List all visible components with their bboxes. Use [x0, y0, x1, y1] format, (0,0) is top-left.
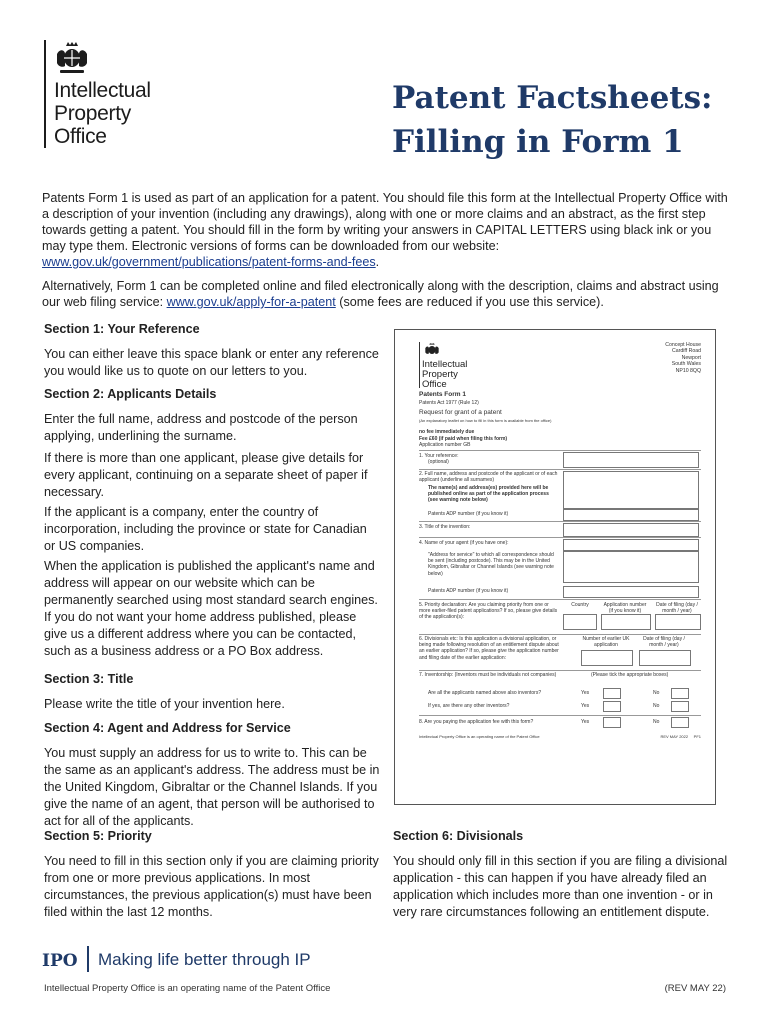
page-title — [392, 76, 713, 164]
section-5-heading: Section 5: Priority — [44, 829, 152, 843]
footer-tagline: Making life better through IP — [98, 950, 311, 969]
q7a-label: Are all the applicants named above also inventors? — [428, 690, 542, 696]
q7b-no-checkbox[interactable] — [671, 701, 689, 712]
q1-label: 1. Your reference: — [419, 453, 459, 459]
section-2-text-3: If the applicant is a company, enter the country of incorporation, including the province or state for Canadian or US companies. — [44, 505, 367, 553]
q4-note: "Address for service" to which all correspondence should be sent (including postcode). This may be in the United Kingdom, Gibraltar or Channel Islands (see warning note below) — [428, 552, 554, 577]
footer-ipo-logo: IPO — [42, 951, 78, 971]
q2-adp: Patents ADP number (if you know it) — [428, 511, 509, 517]
q5-col-date: Date of filing (day / month / year) — [656, 602, 698, 615]
footer-divider — [87, 946, 89, 972]
form-request-note: (An explanatory leaflet on how to fill in this form is available from the office) — [419, 418, 552, 423]
q5-number-box — [601, 614, 651, 630]
q8-yes-checkbox[interactable] — [603, 717, 621, 728]
q4-adp-box — [563, 586, 699, 598]
section-1-text: You can either leave this space blank or enter any reference you would like us to quote on our letters to you. — [44, 347, 379, 378]
mini-logo-text: Intellectual Property Office — [422, 359, 468, 390]
logo-divider — [44, 40, 46, 148]
section-3-heading: Section 3: Title — [44, 672, 134, 686]
q5-country-box — [563, 614, 597, 630]
form-rule — [419, 521, 701, 522]
section-2-text-1: Enter the full name, address and postcode of the person applying, underlining the surname. — [44, 412, 358, 443]
fee-line-2: Fee £60 (if paid when filing this form) — [419, 436, 508, 442]
form-footer-rev: REV MAY 2022 PF1 — [660, 734, 701, 739]
q5-col-country: Country — [571, 602, 589, 608]
form-rule — [419, 450, 701, 451]
q4-address-box — [563, 551, 699, 583]
title-line-2: Filling in Form 1 — [392, 124, 684, 160]
section-6-heading: Section 6: Divisionals — [393, 829, 524, 843]
q8-yes-label: Yes — [581, 719, 590, 725]
q7a-yes-checkbox[interactable] — [603, 688, 621, 699]
mini-logo-divider — [419, 342, 420, 388]
intro-paragraph-2: Alternatively, Form 1 can be completed online and filed electronically along with the description, claims and abstract using our web filing service: www.gov.uk/apply-for-a-patent (some fees are reduced if you use this service). — [42, 279, 719, 309]
section-1-heading: Section 1: Your Reference — [44, 322, 200, 336]
section-5-text: You need to fill in this section only if you are claiming priority from one or more previous applications. In most circumstances, the previous application(s) must have been filed within the last 12 months. — [44, 854, 379, 919]
ipo-logo-text — [54, 79, 151, 148]
q4-label: 4. Name of your agent (if you have one): — [419, 540, 509, 546]
q7-label: 7. Inventorship: (Inventors must be individuals not companies) — [419, 672, 557, 678]
section-4-text: You must supply an address for us to write to. This can be the same as an applicant's address. The address must be in the United Kingdom, Gibraltar or the Channel Islands. If you give the name of an agent, that person will be authorised to act for all of the applicants. — [44, 746, 380, 828]
form-rule — [419, 537, 701, 538]
q6-col-date: Date of filing (day / month / year) — [643, 636, 685, 649]
section-2-text-2: If there is more than one applicant, please give details for every applicant, continuing on a separate sheet of paper if necessary. — [44, 451, 368, 499]
form-rule — [419, 715, 701, 716]
q2-box — [563, 471, 699, 509]
form-act: Patents Act 1977 (Rule 12) — [419, 400, 479, 406]
q7a-no-label: No — [653, 690, 660, 696]
q5-col-number: Application number (if you know it) — [603, 602, 647, 615]
form-rule — [419, 670, 701, 671]
fee-line-3: Application number GB — [419, 442, 471, 448]
q8-label: 8. Are you paying the application fee with this form? — [419, 719, 534, 725]
q7b-label: If yes, are there any other inventors? — [428, 703, 510, 709]
q7b-no-label: No — [653, 703, 660, 709]
section-3-text: Please write the title of your invention here. — [44, 697, 285, 711]
q6-number-box — [581, 650, 633, 666]
office-address: Concept House Cardiff Road Newport South Wales NP10 8QQ — [665, 342, 701, 374]
section-4-heading: Section 4: Agent and Address for Service — [44, 721, 291, 735]
form-rule — [419, 469, 701, 470]
form-rule — [419, 599, 701, 600]
q6-date-box — [639, 650, 691, 666]
q8-no-label: No — [653, 719, 660, 725]
footer-revision: (REV MAY 22) — [664, 983, 726, 994]
intro-paragraph-1: Patents Form 1 is used as part of an application for a patent. You should file this form at the Intellectual Property Office with a description of your invention (including any drawings), along with one or more claims and an abstract, as the first step towards getting a patent. You should fill in the form by writing your answers in CAPITAL LETTERS using black ink or you may type them. Electronic versions of forms can be downloaded from our website: www.gov.uk/government/publications/patent-forms-and-fees. — [42, 191, 728, 269]
q7-hint: (Please tick the appropriate boxes) — [591, 672, 669, 678]
logo-line-1: Intellectual — [54, 79, 151, 102]
logo-line-3: Office — [54, 125, 107, 148]
section-6-text: You should only fill in this section if you are filing a divisional application - this can happen if you have already filed an application which includes more than one invention - or in very rare circumstances following an entitlement dispute. — [393, 854, 728, 919]
form-request: Request for grant of a patent — [419, 409, 502, 416]
mini-crest-icon — [423, 342, 441, 358]
logo-line-2: Property — [54, 102, 131, 125]
q7b-yes-checkbox[interactable] — [603, 701, 621, 712]
title-line-1: Patent Factsheets: — [392, 80, 713, 116]
q3-label: 3. Title of the invention: — [419, 524, 471, 530]
section-2-text-4: When the application is published the applicant's name and address will appear on our website which can be permanently searched using most standard search engines. If you do not want your home address published, please give us a different address where you can be contacted, such as a business address or a PO Box address. — [44, 559, 378, 658]
q8-no-checkbox[interactable] — [671, 717, 689, 728]
apply-link[interactable]: www.gov.uk/apply-for-a-patent — [166, 295, 336, 309]
q6-label: 6. Divisionals etc: Is this application a divisional application, or being made following resolution of an entitlement dispute about an earlier application? If so, please give the application number and filing date of the earlier application: — [419, 636, 559, 661]
forms-link[interactable]: www.gov.uk/government/publications/patent-forms-and-fees — [42, 255, 376, 269]
form-1-preview — [394, 329, 716, 805]
q5-date-box — [655, 614, 701, 630]
q7a-yes-label: Yes — [581, 690, 590, 696]
q4-box — [563, 539, 699, 551]
form-rule — [419, 634, 701, 635]
q2-warning: The name(s) and address(es) provided here will be published online as part of the application process (see warning note below) — [428, 485, 549, 504]
fee-line-1: no fee immediately due — [419, 429, 475, 435]
q7b-yes-label: Yes — [581, 703, 590, 709]
form-footer-note: Intellectual Property Office is an operating name of the Patent Office — [419, 734, 540, 739]
royal-crest-icon — [52, 40, 92, 76]
q5-label: 5. Priority declaration: Are you claiming priority from one or more earlier-filed patent applications? If so, please give details of the application(s): — [419, 602, 558, 621]
form-name: Patents Form 1 — [419, 391, 466, 398]
q6-col-number: Number of earlier UK application — [582, 636, 630, 649]
q3-box — [563, 523, 699, 537]
q1-box — [563, 452, 699, 468]
q7a-no-checkbox[interactable] — [671, 688, 689, 699]
section-2-heading: Section 2: Applicants Details — [44, 387, 217, 401]
q1-note: (optional) — [428, 459, 449, 465]
footer-note: Intellectual Property Office is an operating name of the Patent Office — [44, 983, 331, 994]
q2-adp-box — [563, 509, 699, 521]
q2-label: 2. Full name, address and postcode of the applicant or of each applicant (underline all surnames) — [419, 471, 558, 484]
q4-adp: Patents ADP number (if you know it) — [428, 588, 509, 594]
